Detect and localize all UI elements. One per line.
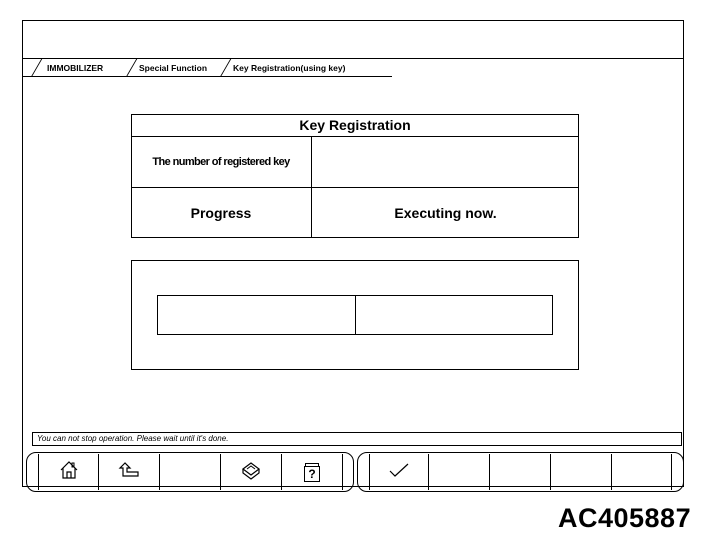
breadcrumb-item-key-registration: Key Registration(using key) [233,63,346,73]
progress-label: Progress [190,204,252,221]
printer-icon [239,459,263,486]
checkmark-icon [387,461,411,484]
registered-key-label: The number of registered key [152,156,290,168]
home-icon [58,459,80,486]
breadcrumb-underline [22,76,392,77]
back-button[interactable] [99,454,160,490]
progress-bar-divider [355,295,356,335]
blank-button[interactable] [160,454,221,490]
screen-frame [22,20,684,487]
help-question-icon [304,463,320,482]
breadcrumb-item-immobilizer[interactable]: IMMOBILIZER [47,63,104,73]
blank-button[interactable] [490,454,551,490]
blank-button[interactable] [612,454,672,490]
table-title: Key Registration [299,117,411,133]
print-button[interactable] [221,454,282,490]
figure-code: AC405887 [558,503,692,533]
progress-value: Executing now. [394,204,497,221]
registered-key-value [312,137,579,187]
help-button[interactable] [282,454,343,490]
home-button[interactable] [38,454,99,490]
status-message: You can not stop operation. Please wait until it's done. [32,432,682,446]
confirm-button[interactable] [369,454,429,490]
breadcrumb-item-special-function[interactable]: Special Function [139,63,208,73]
return-arrow-icon [117,460,141,485]
help-glyph: ? [304,466,320,482]
blank-button[interactable] [551,454,612,490]
blank-button[interactable] [429,454,490,490]
header-divider [22,58,684,59]
